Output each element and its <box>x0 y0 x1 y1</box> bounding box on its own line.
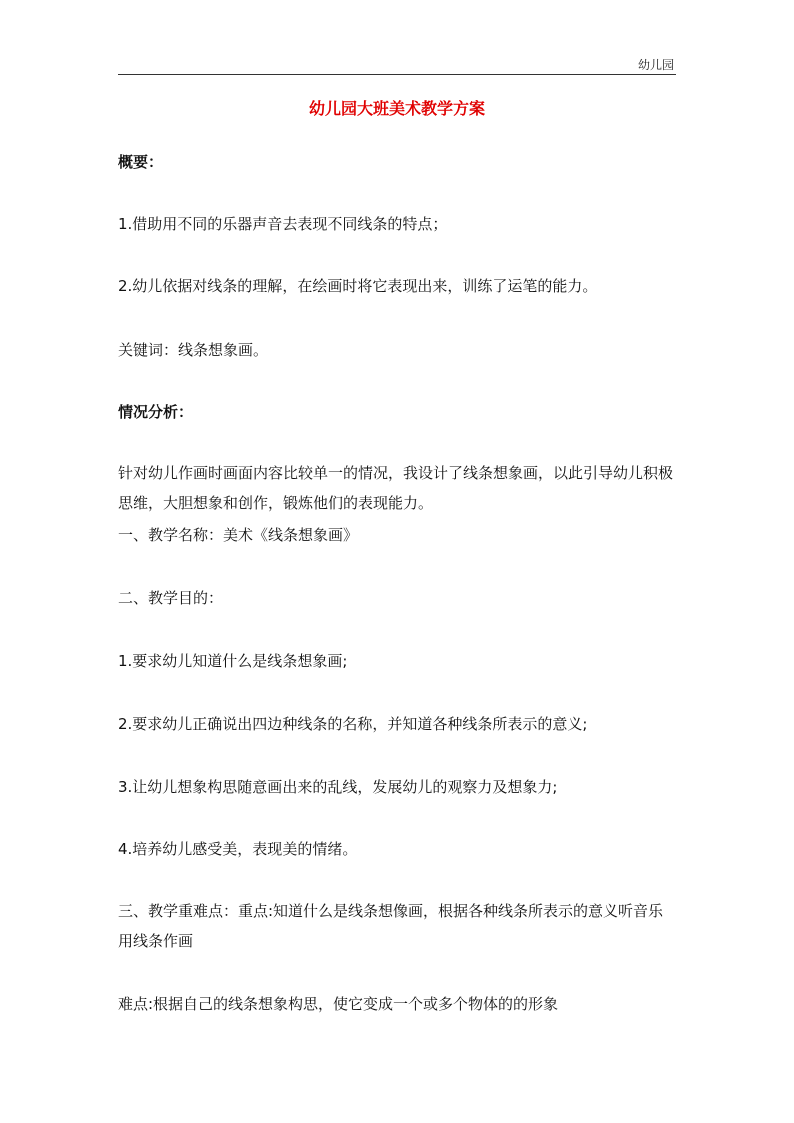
analysis-heading: 情况分析： <box>118 403 194 421</box>
document-title: 幼儿园大班美术教学方案 <box>308 99 485 118</box>
header-label: 幼儿园 <box>637 58 674 72</box>
header-divider <box>118 74 676 75</box>
section-key-points: 三、教学重难点：重点:知道什么是线条想像画，根据各种线条所表示的意义听音乐用线条作画 <box>118 902 664 950</box>
summary-heading: 概要： <box>118 153 164 171</box>
analysis-paragraph: 针对幼儿作画时画面内容比较单一的情况，我设计了线条想象画，以此引导幼儿积极思维，大胆想象和创作，锻炼他们的表现能力。 <box>118 464 674 512</box>
section-goals-heading: 二、教学目的： <box>118 589 224 607</box>
summary-item-1: 1.借助用不同的乐器声音去表现不同线条的特点； <box>118 215 448 233</box>
goal-item-2: 2.要求幼儿正确说出四边种线条的名称，并知道各种线条所表示的意义; <box>118 715 588 733</box>
goal-item-4: 4.培养幼儿感受美，表现美的情绪。 <box>118 840 358 858</box>
keywords: 关键词：线条想象画。 <box>118 341 269 359</box>
section-difficulty: 难点:根据自己的线条想象构思，使它变成一个或多个物体的的形象 <box>118 995 559 1013</box>
goal-item-3: 3.让幼儿想象构思随意画出来的乱线，发展幼儿的观察力及想象力; <box>118 778 558 796</box>
goal-item-1: 1.要求幼儿知道什么是线条想象画; <box>118 652 348 670</box>
summary-item-2: 2.幼儿依据对线条的理解，在绘画时将它表现出来，训练了运笔的能力。 <box>118 277 598 295</box>
section-teaching-name: 一、教学名称：美术《线条想象画》 <box>118 526 359 544</box>
